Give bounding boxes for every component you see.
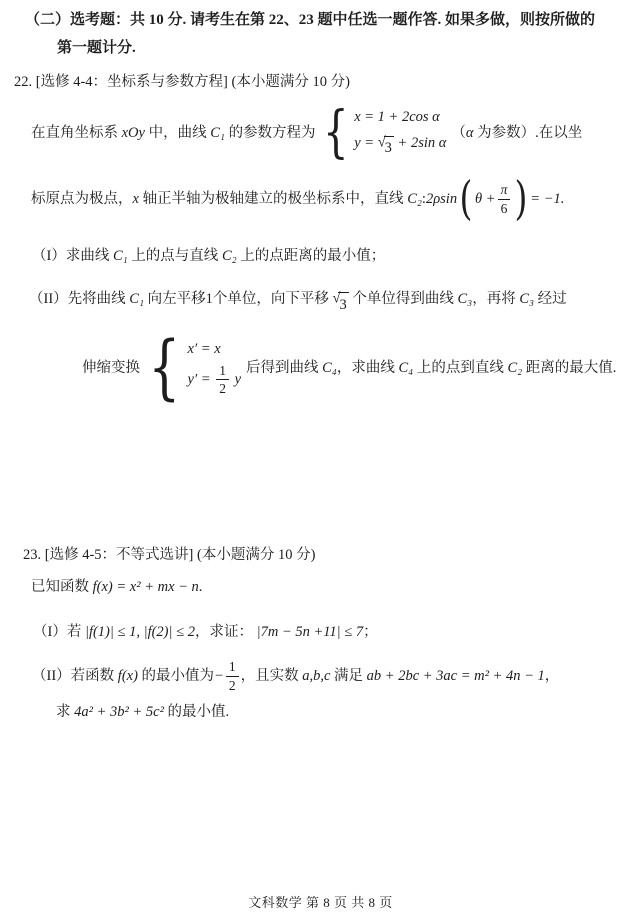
radicand: 3 (338, 292, 348, 315)
text-run: 轴正半轴为极轴建立的极坐标系中，直线 (138, 190, 408, 207)
math-run: f(x) = x² + mx − n (92, 579, 199, 595)
q22-polar-line (31, 171, 565, 226)
text-run: 后得到曲线 (246, 359, 323, 376)
text-run: 上的点与直线 (127, 248, 222, 264)
math-run: y = (354, 134, 378, 151)
math-run: f(x) (117, 667, 138, 684)
radical-sign: √ (377, 134, 386, 151)
text-run: 的最小值. (163, 704, 230, 720)
math-run: x (132, 190, 139, 207)
math-run: |f(1)| ≤ 1, |f(2)| ≤ 2 (84, 624, 195, 640)
text-run: 的参数方程为 (224, 124, 316, 141)
pi-over-6-fraction (498, 182, 511, 216)
math-run: |7m − 5n +11| ≤ 7 (256, 624, 364, 640)
math-run: y (230, 370, 242, 387)
text-run: 求 (56, 704, 75, 720)
math-run: C₁ (112, 248, 128, 264)
parametric-cases (318, 100, 447, 166)
radical-sign: √ (332, 290, 341, 307)
cases-rows (354, 107, 446, 158)
text-run: : (421, 190, 426, 207)
text-run: 中，曲线 (144, 124, 211, 141)
negative-half-fraction (226, 659, 239, 693)
q23-part2-line2 (56, 702, 229, 722)
section-note-line1: （二）选考题：共 10 分. 请考生在第 22、23 题中任选一题作答. 如果多做，则按所做的 (25, 12, 596, 28)
sqrt-3 (333, 292, 349, 315)
fraction-denominator: 6 (500, 200, 508, 216)
big-paren-left: ( (459, 171, 473, 226)
math-run: a,b,c (302, 667, 331, 684)
fraction-numerator: π (498, 182, 511, 200)
text-run: 标原点为极点， (31, 190, 133, 207)
section-note-line2: 第一题计分. (57, 40, 136, 56)
text-run: . (198, 579, 203, 595)
text-run: 个单位得到曲线 (348, 291, 458, 307)
text-run: 在直角坐标系 (31, 124, 122, 141)
math-run: C₄ (322, 359, 337, 376)
math-run: C₃ (519, 291, 535, 307)
math-run: C₁ (210, 124, 225, 141)
text-run: ，求证： (194, 624, 257, 640)
big-paren-right: ) (514, 171, 528, 226)
q22-title: 22. [选修 4-4：坐标系与参数方程] (本小题满分 10 分) (14, 74, 350, 90)
math-run: C₂ (221, 248, 237, 264)
cases-rows (188, 339, 241, 396)
text-run: 上的点距离的最小值； (236, 248, 386, 264)
text-run: 为参数）.在以坐 (473, 124, 583, 141)
q23-title: 23. [选修 4-5：不等式选讲] (本小题满分 10 分) (23, 547, 316, 563)
q23-part1 (33, 622, 378, 642)
scale-eq-y (188, 363, 241, 397)
math-run: α (465, 124, 474, 141)
text-run: ， (544, 667, 560, 684)
text-run: ，再将 (472, 291, 520, 307)
text-run: （ (451, 124, 466, 141)
text-run: ，且实数 (240, 667, 303, 684)
half-fraction (216, 363, 229, 397)
fraction-numerator: 1 (226, 659, 239, 677)
curly-brace: { (148, 326, 181, 409)
text-run: 伸缩变换 (82, 359, 140, 376)
math-run: ab + 2bc + 3ac = m² + 4n − 1 (366, 667, 545, 684)
text-run: ，求曲线 (336, 359, 399, 376)
math-run: C₂ (407, 190, 422, 207)
text-run: 经过 (534, 291, 567, 307)
math-run: 2ρsin (425, 190, 458, 207)
math-run: xOy (121, 124, 145, 141)
param-eq-y (354, 133, 446, 159)
page-footer: 文科数学 第 8 页 共 8 页 (248, 895, 393, 910)
radicand: 3 (384, 136, 394, 159)
q23-part2 (32, 656, 559, 696)
math-run: C₁ (129, 291, 145, 307)
q22-intro-line (31, 100, 583, 166)
math-run: 4a² + 3b² + 5c² (74, 704, 164, 720)
math-run: + 2sin α (393, 134, 447, 151)
math-run: C₄ (398, 359, 414, 376)
q22-part2 (29, 289, 567, 315)
text-run: 已知函数 (31, 579, 93, 595)
text-run: 满足 (330, 667, 367, 684)
fraction-numerator: 1 (216, 363, 229, 381)
q22-stretch-line (82, 326, 617, 409)
minus-sign: − (214, 667, 224, 684)
text-run: ； (363, 624, 378, 640)
text-run: 上的点到直线 (413, 359, 508, 376)
sqrt-3 (378, 136, 394, 159)
scale-eq-x: x′ = x (187, 341, 221, 358)
fraction-denominator: 2 (219, 381, 226, 397)
math-run: θ + (475, 190, 496, 207)
text-run: 向左平移1个单位，向下平移 (144, 291, 333, 307)
math-run: C₃ (457, 291, 473, 307)
fraction-denominator: 2 (228, 677, 236, 693)
text-run: （I）若 (33, 624, 85, 640)
param-eq-x: x = 1 + 2cos α (354, 109, 440, 126)
q23-given (31, 577, 202, 597)
curly-brace: { (322, 100, 349, 166)
text-run: 的最小值为 (137, 667, 215, 684)
math-run: y′ = (187, 370, 215, 387)
text-run: （II）若函数 (32, 667, 118, 684)
math-run: C₂ (507, 359, 523, 376)
text-run: 距离的最大值. (522, 359, 617, 376)
scale-transform-cases (142, 326, 242, 409)
q22-part1 (32, 246, 385, 266)
text-run: （II）先将曲线 (29, 291, 130, 307)
text-run: （I）求曲线 (32, 248, 113, 264)
math-run: = −1. (530, 190, 565, 207)
